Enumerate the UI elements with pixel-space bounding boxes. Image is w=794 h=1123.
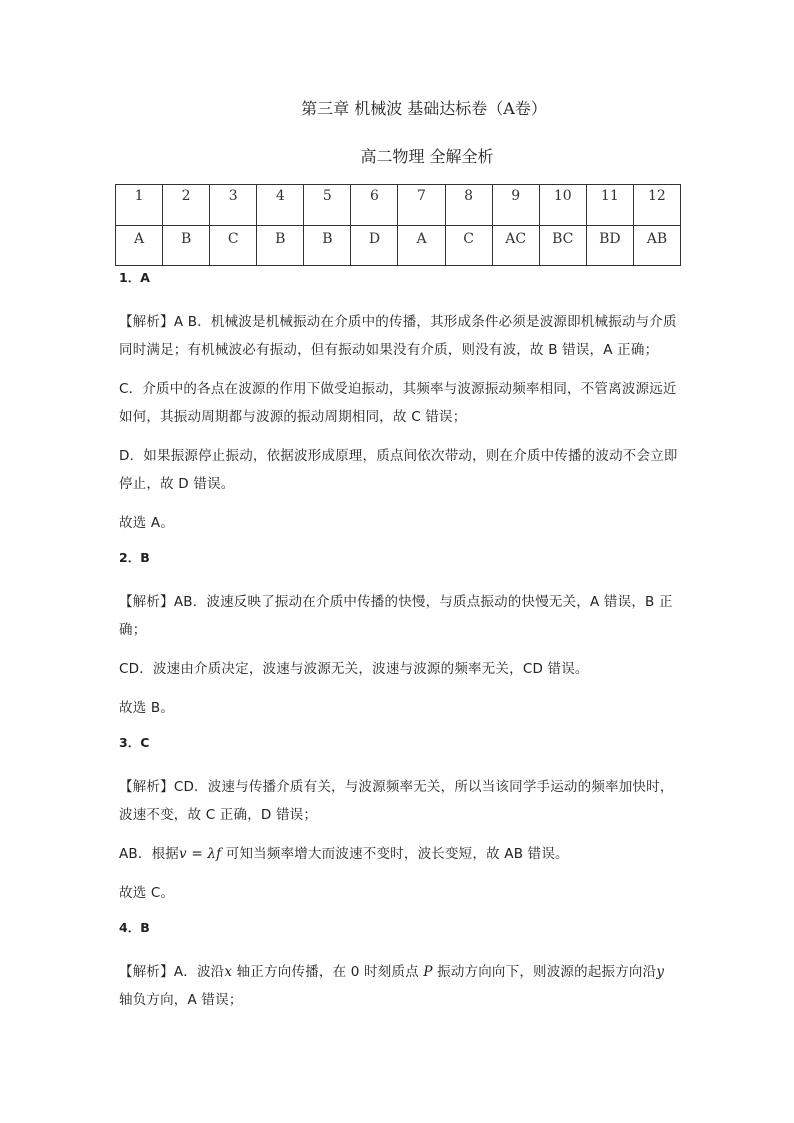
explanation-paragraph: 【解析】A B．机械波是机械振动在介质中的传播，其形成条件必须是波源即机械振动与介质同时满足；有机械波必有振动，但有振动如果没有介质，则没有波，故 B 错误，A 正确； <box>119 314 677 358</box>
wave-speed-formula: v = λf <box>179 846 222 862</box>
question-heading: 2．B <box>119 550 150 565</box>
variable-p: P <box>423 964 433 980</box>
analysis-label: 【解析】 <box>119 964 174 980</box>
document-subtitle: 高二物理 全解全析 <box>360 147 494 166</box>
question-number-cell: 8 <box>445 185 492 226</box>
question-number-cell: 10 <box>539 185 586 226</box>
analysis-label: 【解析】 <box>119 594 174 610</box>
variable-x: x <box>224 964 233 980</box>
explanation-paragraph: D．如果振源停止振动，依据波形成原理，质点间依次带动，则在介质中传播的波动不会立即停止，故 D 错误。 <box>119 448 678 492</box>
question-heading: 3．C <box>119 735 150 750</box>
answer-cell: AB <box>633 226 680 266</box>
answer-table <box>115 184 681 266</box>
document-title: 第三章 机械波 基础达标卷（A卷） <box>301 99 547 118</box>
explanation-paragraph: 【解析】CD．波速与传播介质有关，与波源频率无关，所以当该同学手运动的频率加快时，波速不变，故 C 正确，D 错误； <box>119 779 674 823</box>
answer-cell: C <box>210 226 257 266</box>
question-number-cell: 2 <box>163 185 210 226</box>
question-heading: 1．A <box>119 270 150 285</box>
analysis-label: 【解析】 <box>119 314 174 330</box>
question-block <box>119 733 679 918</box>
question-number-cell: 6 <box>351 185 398 226</box>
question-block <box>119 548 679 733</box>
conclusion-line: 故选 B。 <box>119 700 175 716</box>
question-number-cell: 4 <box>257 185 304 226</box>
answer-cell: A <box>116 226 163 266</box>
answer-cell: C <box>445 226 492 266</box>
explanation-paragraph: CD．波速由介质决定，波速与波源无关，波速与波源的频率无关，CD 错误。 <box>119 661 589 677</box>
answer-cell: B <box>304 226 351 266</box>
answer-cell: D <box>351 226 398 266</box>
answer-cell: BC <box>539 226 586 266</box>
explanation-paragraph: 【解析】A．波沿x 轴正方向传播，在 0 时刻质点 P 振动方向向下，则波源的起振方向沿y 轴负方向，A 错误； <box>119 964 665 1008</box>
variable-y: y <box>656 964 665 980</box>
question-block <box>119 268 679 548</box>
question-number-cell: 1 <box>116 185 163 226</box>
answer-cell: B <box>257 226 304 266</box>
question-number-cell: 11 <box>586 185 633 226</box>
answer-cell: AC <box>492 226 539 266</box>
conclusion-line: 故选 A。 <box>119 515 175 531</box>
question-number-cell: 5 <box>304 185 351 226</box>
explanation-paragraph: AB．根据v = λf 可知当频率增大而波速不变时，波长变短，故 AB 错误。 <box>119 846 569 862</box>
question-number-cell: 9 <box>492 185 539 226</box>
explanation-paragraph: C．介质中的各点在波源的作用下做受迫振动，其频率与波源振动频率相同，不管离波源远近如何，其振动周期都与波源的振动周期相同，故 C 错误； <box>119 381 677 425</box>
conclusion-line: 故选 C。 <box>119 885 175 901</box>
analysis-label: 【解析】 <box>119 779 174 795</box>
answer-cell: A <box>398 226 445 266</box>
solutions-body <box>119 268 679 1014</box>
answer-table-answer-row <box>116 226 681 266</box>
question-heading: 4．B <box>119 920 150 935</box>
answer-table-number-row <box>116 185 681 226</box>
answer-cell: B <box>163 226 210 266</box>
explanation-paragraph: 【解析】AB．波速反映了振动在介质中传播的快慢，与质点振动的快慢无关，A 错误，B 正确； <box>119 594 673 638</box>
question-number-cell: 7 <box>398 185 445 226</box>
question-number-cell: 12 <box>633 185 680 226</box>
question-block <box>119 918 679 1014</box>
question-number-cell: 3 <box>210 185 257 226</box>
answer-cell: BD <box>586 226 633 266</box>
